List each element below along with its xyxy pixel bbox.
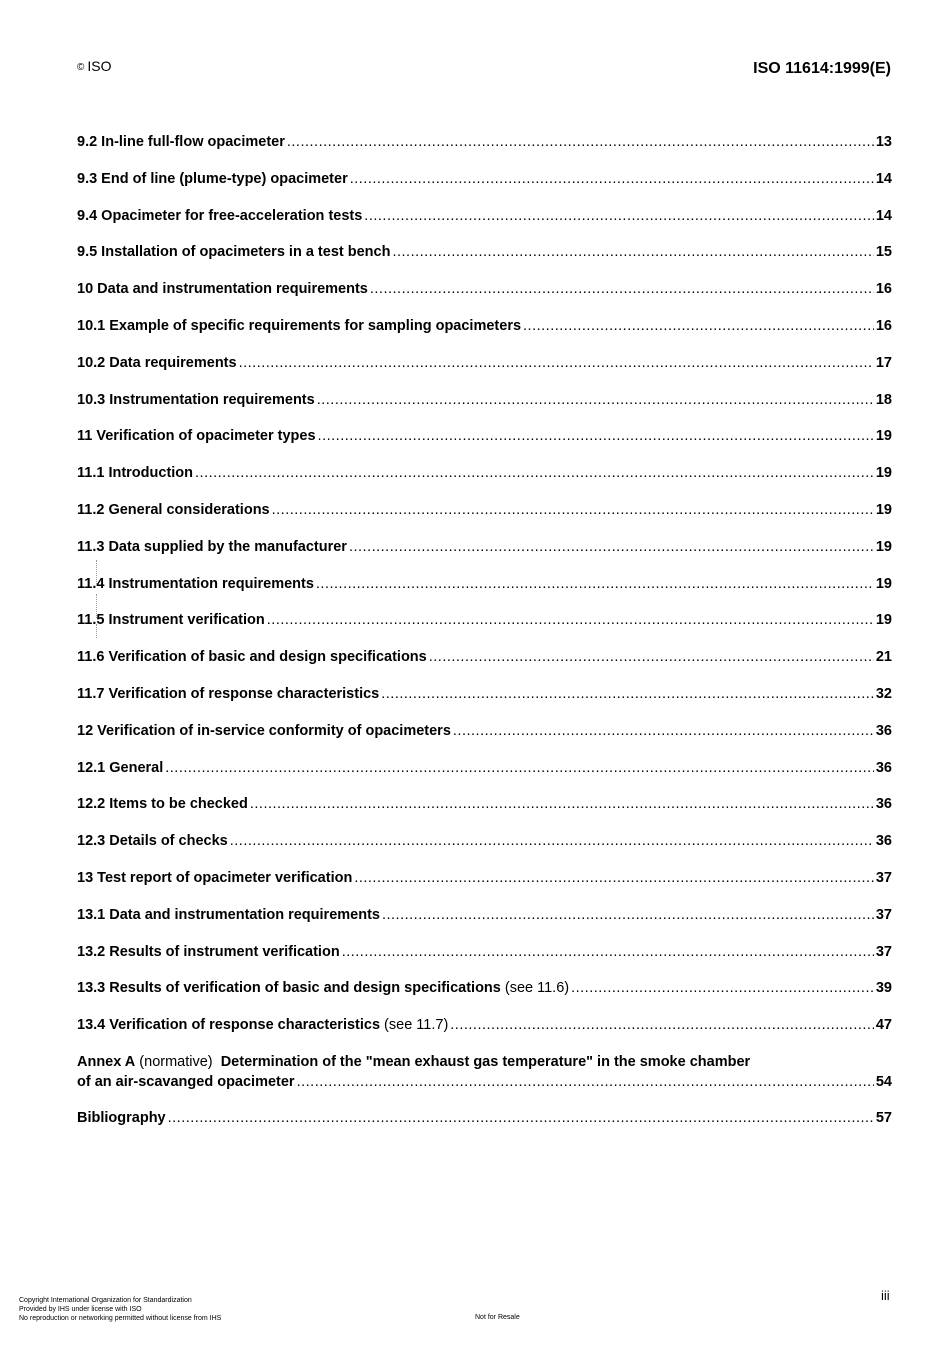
toc-entry[interactable] [77,242,892,279]
dot-leader [230,831,874,851]
copyright-symbol: © [77,62,85,73]
toc-entry[interactable] [77,169,892,206]
annex-type: (normative) [135,1053,221,1070]
toc-entry-page: 37 [875,869,892,886]
dot-leader [342,942,874,962]
dot-leader [317,390,874,410]
toc-entry-note: (see 11.7) [380,1017,449,1034]
dot-leader [392,242,873,262]
toc-entry[interactable] [77,942,892,979]
toc-entry-page: 37 [875,906,892,923]
toc-entry[interactable] [77,831,892,868]
toc-entry-page: 19 [875,575,892,592]
toc-entry-page: 47 [875,1017,892,1034]
dot-leader [318,426,874,446]
toc-entry[interactable] [77,537,892,574]
toc-entry-title: 13.2 Results of instrument verification [77,943,340,960]
toc-entry-title: 11 Verification of opacimeter types [77,428,316,445]
dot-leader [450,1015,874,1035]
toc-entry-title: 11.5 Instrument verification [77,612,265,629]
toc-entry[interactable] [77,316,892,353]
toc-entry-title: 9.3 End of line (plume-type) opacimeter [77,170,348,187]
toc-entry[interactable] [77,647,892,684]
toc-entry-title: 11.1 Introduction [77,465,194,482]
dot-leader [316,574,874,594]
dot-leader [381,684,874,704]
toc-entry-page: 36 [875,833,892,850]
dot-leader [165,758,874,778]
dot-leader [239,353,874,373]
toc-entry-title: 10.1 Example of specific requirements for sampling opacimeters [77,317,522,334]
toc-entry-page: 19 [875,501,892,518]
page-number: iii [881,1288,890,1303]
toc-entry[interactable] [77,684,892,721]
toc-entry-page: 36 [875,722,892,739]
annex-title-line2: of an air-scavanged opacimeter [77,1073,295,1090]
toc-entry[interactable] [77,758,892,795]
dot-leader [349,537,874,557]
toc-entry[interactable] [77,794,892,831]
toc-entry-title: 12.3 Details of checks [77,833,228,850]
toc-entry-title: 10.3 Instrumentation requirements [77,391,315,408]
dot-leader [370,279,874,299]
toc-entry-page: 16 [875,281,892,298]
copyright-header [77,58,112,74]
footer-line: No reproduction or networking permitted without license from IHS [19,1315,222,1322]
dot-leader [250,794,874,814]
toc-entry[interactable] [77,390,892,427]
toc-entry-page: 39 [875,980,892,997]
toc-entry[interactable] [77,500,892,537]
toc-entry-title: 11.3 Data supplied by the manufacturer [77,538,347,555]
toc-entry[interactable] [77,905,892,942]
toc-entry-page: 21 [875,649,892,666]
toc-entry[interactable] [77,463,892,500]
dot-leader [272,500,874,520]
toc-entry-page: 37 [875,943,892,960]
toc-entry-title: 9.2 In-line full-flow opacimeter [77,134,285,150]
footer-line: Copyright International Organization for Standardization [19,1297,192,1304]
toc-entry-note: (see 11.6) [500,980,570,997]
toc-entry-page: 19 [875,612,892,629]
annex-page: 54 [875,1073,892,1090]
dot-leader [429,647,874,667]
toc-entry-title: 12.2 Items to be checked [77,796,248,813]
toc-entry-title: 13.1 Data and instrumentation requirements [77,906,380,923]
toc-entry-title: 9.4 Opacimeter for free-acceleration tests [77,207,363,224]
toc-entry[interactable] [77,132,892,169]
toc-entry-bibliography[interactable] [77,1108,892,1145]
toc-entry-title: 12.1 General [77,759,164,776]
dot-leader [453,721,874,741]
bibliography-page: 57 [875,1109,892,1126]
toc-entry-page: 14 [875,207,892,224]
toc-entry-page: 19 [875,538,892,555]
toc-entry-page: 19 [875,465,892,482]
toc-entry-title: 11.4 Instrumentation requirements [77,575,314,592]
toc-entry-page: 32 [875,685,892,702]
bibliography-title: Bibliography [77,1109,166,1126]
dot-leader [364,206,874,226]
toc-entry-title: 13.4 Verification of response characteristics [77,1017,381,1034]
toc-entry[interactable] [77,353,892,390]
toc-entry-title: 11.7 Verification of response characteristics [77,685,380,702]
toc-entry-page: 15 [875,244,892,261]
dot-leader [354,868,874,888]
toc-entry-page: 19 [875,428,892,445]
toc-entry-title: 12 Verification of in-service conformity of opacimeters [77,722,451,739]
toc-entry[interactable] [77,279,892,316]
toc-entry-page: 16 [875,317,892,334]
toc-entry-page: 14 [875,170,892,187]
dot-leader [287,132,874,152]
toc-entry-title: 10.2 Data requirements [77,354,237,371]
toc-entry-title: 13 Test report of opacimeter verification [77,869,353,886]
toc-entry-page: 36 [875,759,892,776]
dot-leader [297,1072,874,1092]
dot-leader [350,169,874,189]
toc-entry[interactable] [77,574,892,611]
footer-not-for-resale: Not for Resale [475,1314,520,1321]
toc-entry[interactable] [77,206,892,243]
toc-entry-title: 11.2 General considerations [77,501,270,518]
toc-entry-page: 17 [875,354,892,371]
footer-copyright [19,1296,221,1323]
table-of-contents [77,132,892,1145]
dot-leader [571,978,874,998]
dot-leader [267,610,874,630]
toc-entry-title: 9.5 Installation of opacimeters in a test bench [77,244,391,261]
dot-leader [195,463,874,483]
toc-entry-annex[interactable] [77,1052,892,1092]
annex-label: Annex A [77,1053,136,1070]
toc-entry[interactable] [77,1015,892,1052]
toc-entry[interactable] [77,721,892,758]
toc-entry-page: 13 [875,134,892,150]
dot-leader [382,905,874,925]
document-id: ISO 11614:1999(E) [753,60,891,77]
toc-entry[interactable] [77,610,892,647]
footer-line: Provided by IHS under license with ISO [19,1306,142,1313]
toc-entry-title: 11.6 Verification of basic and design specifications [77,649,427,666]
toc-entry-title: 10 Data and instrumentation requirements [77,281,368,298]
copyright-owner: ISO [87,58,112,74]
toc-entry-page: 18 [875,391,892,408]
toc-entry[interactable] [77,978,892,1015]
toc-entry[interactable] [77,868,892,905]
toc-entry-page: 36 [875,796,892,813]
toc-entry[interactable] [77,426,892,463]
dot-leader [523,316,874,336]
dot-leader [168,1108,874,1128]
annex-title-line1: Determination of the "mean exhaust gas temperature" in the smoke chamber [220,1053,751,1070]
toc-entry-title: 13.3 Results of verification of basic and design specifications [77,980,501,997]
